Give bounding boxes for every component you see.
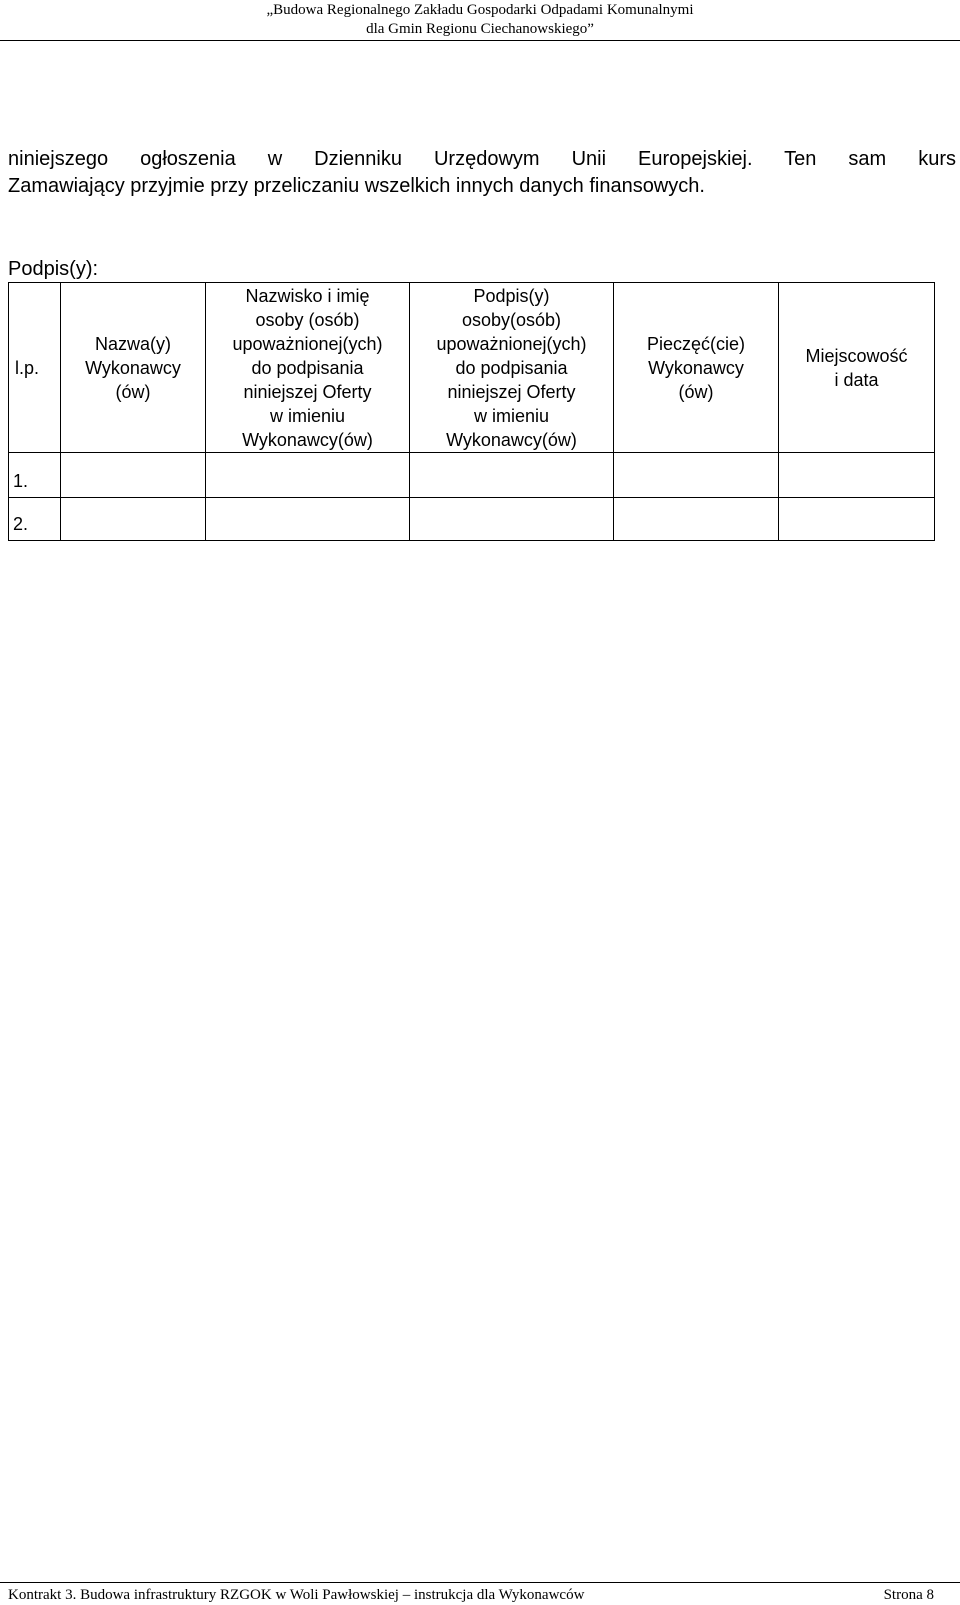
table-cell bbox=[61, 498, 206, 541]
column-header-authorized-person: Nazwisko i imię osoby (osób) upoważnionej(ych) do podpisania niniejszej Oferty w imieniu Wykonawcy(ów) bbox=[206, 283, 410, 453]
table-cell bbox=[61, 453, 206, 498]
table-cell bbox=[206, 498, 410, 541]
body-line-1: niniejszego ogłoszenia w Dzienniku Urzędowym Unii Europejskiej. Ten sam kurs bbox=[8, 148, 956, 170]
footer-contract-title: Kontrakt 3. Budowa infrastruktury RZGOK w Woli Pawłowskiej – instrukcja dla Wykonawców bbox=[8, 1587, 585, 1603]
row-number: 1. bbox=[9, 453, 61, 498]
row-number: 2. bbox=[9, 498, 61, 541]
column-header-stamp: Pieczęć(cie) Wykonawcy (ów) bbox=[614, 283, 779, 453]
body-paragraph bbox=[8, 146, 956, 200]
column-header-signature: Podpis(y) osoby(osób) upoważnionej(ych) do podpisania niniejszej Oferty w imieniu Wykonawcy(ów) bbox=[410, 283, 614, 453]
page-header bbox=[0, 0, 960, 41]
table-cell bbox=[779, 453, 935, 498]
table-cell bbox=[614, 453, 779, 498]
footer-page-number: Strona 8 bbox=[883, 1587, 934, 1603]
table-cell bbox=[779, 498, 935, 541]
signature-table bbox=[8, 282, 935, 541]
table-cell bbox=[410, 498, 614, 541]
table-row bbox=[9, 453, 935, 498]
signature-label: Podpis(y): bbox=[8, 258, 99, 280]
column-header-contractor-name: Nazwa(y) Wykonawcy (ów) bbox=[61, 283, 206, 453]
page-footer bbox=[0, 1582, 960, 1605]
header-title-line-2: dla Gmin Regionu Ciechanowskiego” bbox=[366, 21, 594, 37]
table-cell bbox=[206, 453, 410, 498]
signature-table-header bbox=[9, 283, 935, 453]
body-line-2: Zamawiający przyjmie przy przeliczaniu wszelkich innych danych finansowych. bbox=[8, 175, 705, 197]
header-title-line-1: „Budowa Regionalnego Zakładu Gospodarki Odpadami Komunalnymi bbox=[266, 2, 694, 18]
table-row bbox=[9, 498, 935, 541]
table-cell bbox=[614, 498, 779, 541]
table-cell bbox=[410, 453, 614, 498]
column-header-place-date: Miejscowość i data bbox=[779, 283, 935, 453]
column-header-lp: l.p. bbox=[9, 283, 61, 453]
